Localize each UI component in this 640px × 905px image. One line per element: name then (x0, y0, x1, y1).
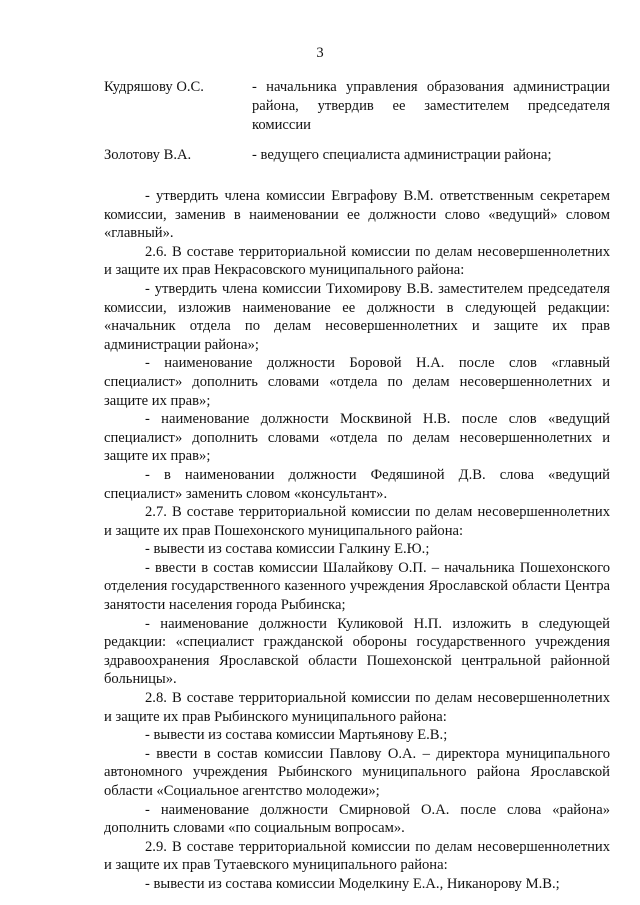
appointment-entry (104, 146, 610, 165)
appointee-description: - ведущего специалиста администрации района; (252, 147, 552, 163)
section-heading: 2.6. В составе территориальной комиссии по делам несовершеннолетних и защите их прав Некрасовского муниципального района: (104, 243, 610, 279)
paragraph: - наименование должности Боровой Н.А. после слов «главный специалист» дополнить словами «отдела по делам несовершеннолетних и защите их прав»; (104, 355, 610, 409)
section-heading: 2.8. В составе территориальной комиссии по делам несовершеннолетних и защите их прав Рыбинского муниципального района: (104, 690, 610, 725)
paragraph: - утвердить члена комиссии Евграфову В.М. ответственным секретарем комиссии, заменив в наименовании ее должности слово «ведущий» словом «главный». (104, 188, 610, 242)
appointee-name: Кудряшову О.С. (104, 79, 204, 95)
document-body (104, 187, 610, 894)
paragraph: - в наименовании должности Федяшиной Д.В. слова «ведущий специалист» заменить словом «консультант». (104, 466, 610, 502)
paragraph: - наименование должности Куликовой Н.П. изложить в следующей редакции: «специалист гражданской обороны государственного учреждения здравоохранения Ярославской области Пошехонской центральной районной больницы». (104, 615, 610, 688)
appointee-description: - начальника управления образования администрации района, утвердив ее заместителем председателя комиссии (252, 79, 610, 133)
section-heading: 2.9. В составе территориальной комиссии по делам несовершеннолетних и защите их прав Тутаевского муниципального района: (104, 838, 610, 874)
paragraph: - ввести в состав комиссии Шалайкову О.П. – начальника Пошехонского отделения государственного казенного учреждения Ярославской области Центра занятости населения города Рыбинска; (104, 559, 610, 614)
paragraph: - вывести из состава комиссии Галкину Е.Ю.; (145, 541, 430, 558)
paragraph: - ввести в состав комиссии Павлову О.А. – директора муниципального автономного учреждения Рыбинского муниципального района Ярославской области «Социальное агентство молодежи»; (104, 745, 610, 799)
appointee-name: Золотову В.А. (104, 147, 192, 163)
paragraph: - наименование должности Смирновой О.А. после слова «района» дополнить словами «по социальным вопросам». (104, 801, 610, 837)
paragraph: - вывести из состава комиссии Мартьянову Е.В.; (145, 727, 448, 744)
page-number: 3 (316, 45, 324, 61)
paragraph: - вывести из состава комиссии Моделкину Е.А., Никанорову М.В.; (145, 875, 560, 892)
section-heading: 2.7. В составе территориальной комиссии по делам несовершеннолетних и защите их прав Пошехонского муниципального района: (104, 504, 610, 539)
paragraph: - утвердить члена комиссии Тихомирову В.В. заместителем председателя комиссии, изложив наименование ее должности в следующей редакции: «начальник отдела по делам несовершеннолетних и защите их прав администрации района»; (104, 280, 610, 353)
paragraph: - наименование должности Москвиной Н.В. после слов «ведущий специалист» дополнить словами «отдела по делам несовершеннолетних и защите их прав»; (104, 411, 610, 465)
appointment-entry (104, 78, 610, 135)
